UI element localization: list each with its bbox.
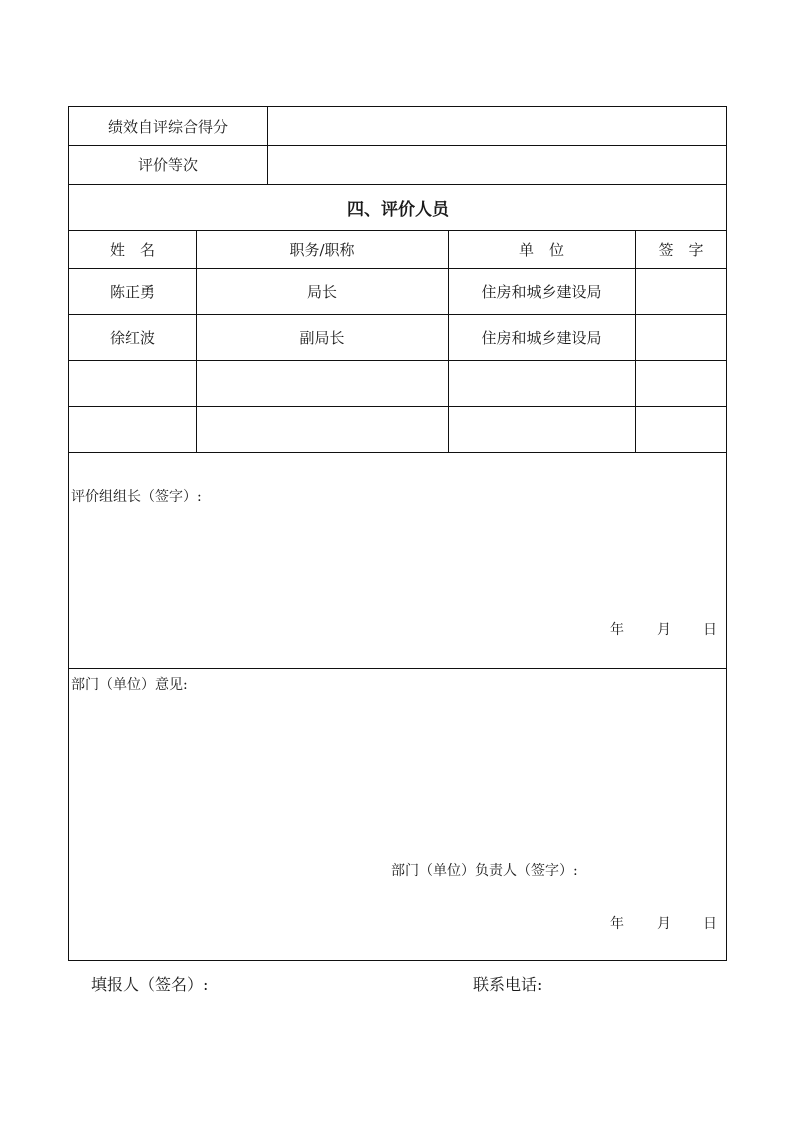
leader-date-year: 年 <box>610 622 624 638</box>
member-title[interactable] <box>196 406 448 452</box>
leader-date-month: 月 <box>657 622 671 638</box>
score-value[interactable] <box>267 107 727 145</box>
member-unit[interactable] <box>448 360 635 406</box>
department-date-year: 年 <box>610 916 624 932</box>
member-name: 陈正勇 <box>109 282 155 301</box>
member-name[interactable] <box>69 406 196 452</box>
member-unit[interactable] <box>448 406 635 452</box>
evaluation-form <box>68 106 727 961</box>
leader-date-day: 日 <box>703 622 717 638</box>
header-sign: 签 字 <box>658 240 704 259</box>
member-unit: 住房和城乡建设局 <box>481 328 602 347</box>
grade-label: 评价等次 <box>137 156 198 174</box>
department-date-day: 日 <box>703 916 717 932</box>
phone-label: 联系电话: <box>473 975 543 994</box>
member-sign[interactable] <box>635 406 727 452</box>
row-divider <box>69 668 726 669</box>
section-title: 四、评价人员 <box>347 199 449 220</box>
grade-value[interactable] <box>267 145 727 184</box>
member-sign[interactable] <box>635 314 727 360</box>
header-unit: 单 位 <box>518 240 564 259</box>
member-name[interactable] <box>69 360 196 406</box>
header-name: 姓 名 <box>109 240 155 259</box>
row-divider <box>69 452 726 453</box>
member-sign[interactable] <box>635 268 727 314</box>
department-date-month: 月 <box>657 916 671 932</box>
member-title: 副局长 <box>299 328 345 347</box>
filler-label: 填报人（签名）: <box>91 975 209 994</box>
department-opinion-label: 部门（单位）意见: <box>71 677 188 693</box>
member-name: 徐红波 <box>109 328 155 347</box>
member-sign[interactable] <box>635 360 727 406</box>
member-title[interactable] <box>196 360 448 406</box>
leader-signature-label: 评价组组长（签字）: <box>71 489 202 505</box>
score-label: 绩效自评综合得分 <box>107 117 228 136</box>
member-unit: 住房和城乡建设局 <box>481 282 602 301</box>
header-title: 职务/职称 <box>289 240 355 259</box>
member-title: 局长 <box>306 282 337 301</box>
department-head-signature-label: 部门（单位）负责人（签字）: <box>391 863 578 879</box>
